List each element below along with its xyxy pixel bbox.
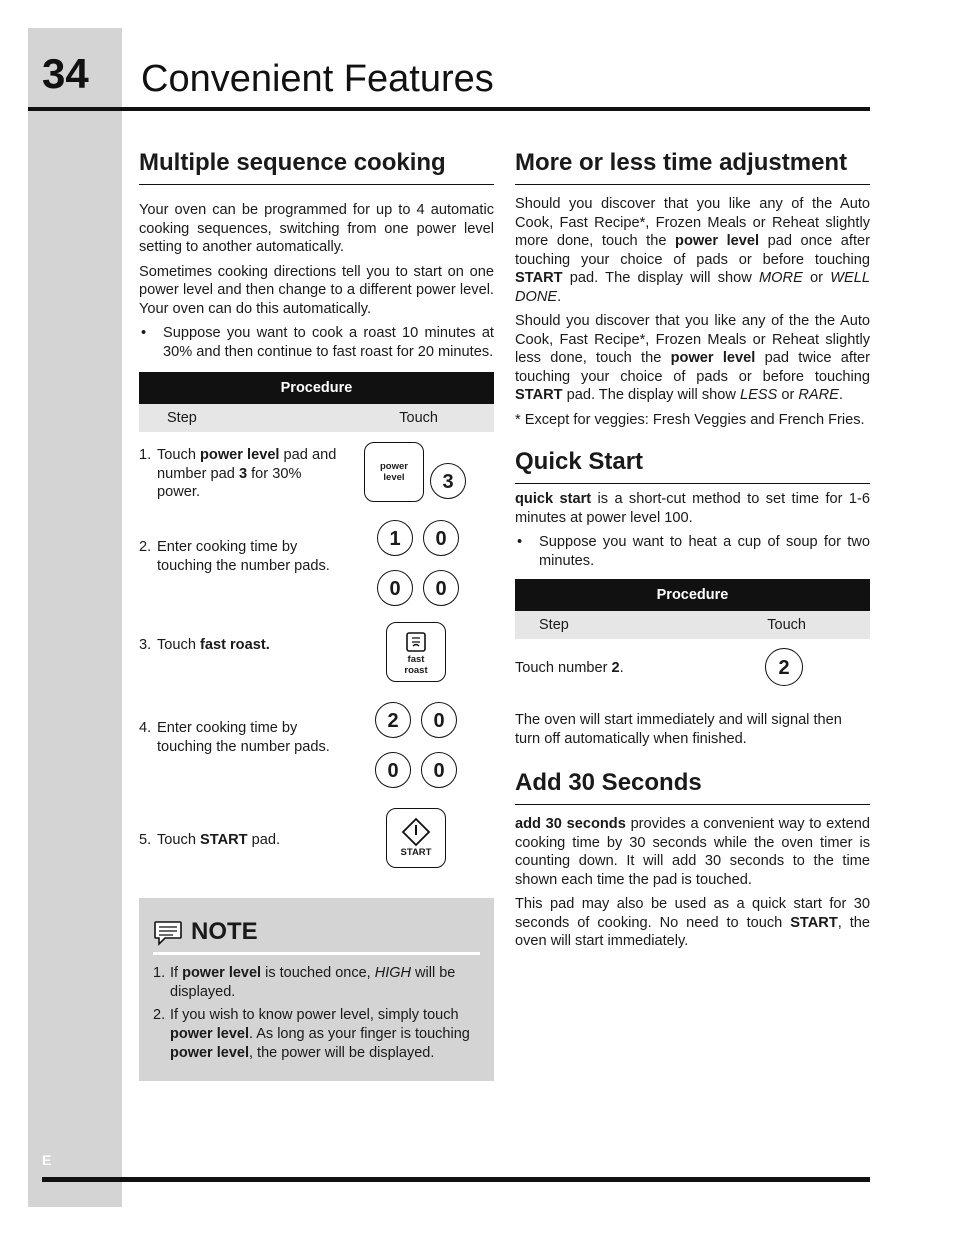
number-pad-0[interactable]: 0 — [423, 570, 459, 606]
note-icon — [153, 920, 183, 946]
add30-p1: add 30 seconds provides a convenient way to extend cooking time by 30 seconds while the oven timer is counting down. It will add 30 seconds to the time shown each time the pad is touched. — [515, 816, 870, 888]
number-pad-0[interactable]: 0 — [375, 752, 411, 788]
procedure-steps — [139, 432, 494, 888]
quick-start-bullet: • Suppose you want to heat a cup of soup for two minutes. — [517, 534, 870, 569]
multiple-sequence-bullet: • Suppose you want to cook a roast 10 minutes at 30% and then continue to fast roast for 20 minutes. — [141, 325, 494, 360]
quick-start-step-row — [515, 639, 870, 707]
add30-heading: Add 30 Seconds — [515, 768, 870, 805]
step-5: 5. Touch START pad. — [139, 832, 281, 848]
more-less-footnote: * Except for veggies: Fresh Veggies and French Fries. — [515, 411, 865, 428]
note-box — [139, 898, 494, 1081]
step-1: 1. Touch power level pad and number pad 3 for 30% power. — [139, 447, 337, 500]
quick-start-heading: Quick Start — [515, 447, 870, 484]
quick-start-p1: quick start is a short-cut method to set time for 1-6 minutes at power level 100. — [515, 491, 870, 526]
note-rule — [153, 952, 480, 955]
power-level-pad[interactable]: power level — [364, 442, 424, 502]
note-item-2: 2. If you wish to know power level, simply touch power level. As long as your finger is touching power level, the power will be displayed. — [153, 1007, 470, 1061]
note-item-1: 1. If power level is touched once, HIGH will be displayed. — [153, 965, 456, 1000]
procedure-header: Procedure — [139, 372, 494, 404]
more-less-p2: Should you discover that you like any of the the Auto Cook, Fast Recipe*, Frozen Meals or Reheat slightly less done, touch the power level pad twice after touching your choice of pads or before touching START pad. The display will show LESS or RARE. — [515, 313, 870, 403]
more-less-heading: More or less time adjustment — [515, 148, 870, 185]
number-pad-0[interactable]: 0 — [377, 570, 413, 606]
col-step: Step — [167, 410, 197, 426]
quick-start-p2: The oven will start immediately and will signal then turn off automatically when finished. — [515, 712, 842, 747]
page-sidebar — [28, 28, 122, 1207]
add30-p2: This pad may also be used as a quick start for 30 seconds of cooking. No need to touch START, the oven will start immediately. — [515, 896, 870, 949]
page-title: Convenient Features — [141, 58, 494, 100]
fast-roast-pad[interactable]: fast roast — [386, 622, 446, 682]
start-pad[interactable]: START — [386, 808, 446, 868]
footer-mark: E — [42, 1152, 52, 1168]
col-touch: Touch — [399, 410, 438, 426]
quick-start-procedure-subheader: Step Touch — [515, 611, 870, 639]
step-4: 4. Enter cooking time by touching the number pads. — [139, 720, 330, 755]
multiple-sequence-p1: Your oven can be programmed for up to 4 automatic cooking sequences, switching from one power level setting to another automatically. — [139, 202, 494, 255]
multiple-sequence-heading: Multiple sequence cooking — [139, 148, 494, 185]
number-pad-0[interactable]: 0 — [421, 752, 457, 788]
fast-roast-icon — [405, 631, 427, 653]
number-pad-0[interactable]: 0 — [421, 702, 457, 738]
multiple-sequence-p2: Sometimes cooking directions tell you to start on one power level and then change to a different power level. Your oven can do this automatically. — [139, 263, 494, 317]
step-2: 2. Enter cooking time by touching the number pads. — [139, 539, 330, 574]
more-less-p1: Should you discover that you like any of the Auto Cook, Fast Recipe*, Frozen Meals or Reheat slightly more done, touch the power level pad once after touching your choice of pads or before touching START pad. The display will show MORE or WELL DONE. — [515, 196, 870, 305]
page-number: 34 — [42, 50, 89, 97]
note-title: NOTE — [191, 918, 258, 945]
start-diamond-icon — [401, 817, 431, 847]
quick-start-procedure-header: Procedure — [515, 579, 870, 611]
number-pad-3[interactable]: 3 — [430, 463, 466, 499]
procedure-subheader — [139, 404, 494, 432]
right-column — [515, 148, 870, 957]
number-pad-0[interactable]: 0 — [423, 520, 459, 556]
footer-rule — [42, 1177, 870, 1182]
number-pad-1[interactable]: 1 — [377, 520, 413, 556]
step-3: 3. Touch fast roast. — [139, 637, 270, 653]
number-pad-2[interactable]: 2 — [765, 648, 803, 686]
header-rule — [28, 107, 870, 111]
note-list — [153, 964, 480, 1067]
left-column — [139, 148, 494, 888]
number-pad-2[interactable]: 2 — [375, 702, 411, 738]
quick-start-step: Touch number 2. — [515, 660, 624, 676]
